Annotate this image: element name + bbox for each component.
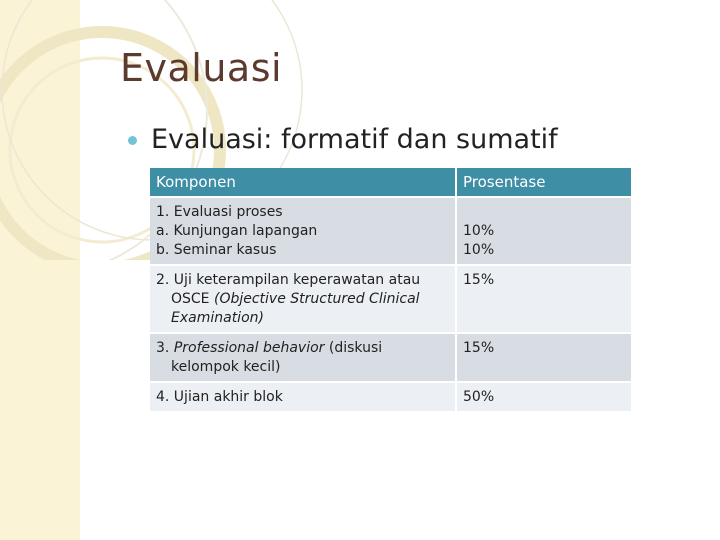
row3-line2: kelompok kecil) bbox=[171, 359, 281, 375]
row3-line1-rest: (diskusi bbox=[324, 340, 383, 356]
cell-prosentase: 15% bbox=[456, 333, 631, 382]
row2-line3: Examination) bbox=[171, 310, 264, 326]
row2-line2-plain: OSCE bbox=[171, 291, 214, 307]
header-komponen: Komponen bbox=[150, 168, 456, 197]
row2-line1: 2. Uji keterampilan keperawatan atau bbox=[156, 272, 421, 288]
cell-komponen: 4. Ujian akhir blok bbox=[150, 382, 456, 411]
bullet-item bbox=[128, 124, 558, 155]
cell-komponen bbox=[150, 333, 456, 382]
bullet-dot-icon bbox=[128, 136, 137, 145]
table-row bbox=[150, 382, 631, 411]
cell-prosentase: 15% bbox=[456, 265, 631, 333]
row1-pct-blank bbox=[463, 203, 625, 222]
table-row bbox=[150, 197, 631, 265]
table-row bbox=[150, 333, 631, 382]
cell-prosentase bbox=[456, 197, 631, 265]
row1-line2: a. Kunjungan lapangan bbox=[156, 223, 318, 239]
row1-pct-b: 10% bbox=[463, 242, 495, 258]
row3-line1-plain: 3. bbox=[156, 340, 174, 356]
row3-line1-italic: Professional behavior bbox=[173, 340, 325, 356]
table-row bbox=[150, 265, 631, 333]
row1-line1: 1. Evaluasi proses bbox=[156, 204, 283, 220]
evaluation-table bbox=[150, 168, 631, 411]
row1-line3: b. Seminar kasus bbox=[156, 242, 277, 258]
bullet-text: Evaluasi: formatif dan sumatif bbox=[151, 124, 558, 155]
row2-line2 bbox=[156, 290, 449, 309]
row3-line1 bbox=[156, 339, 449, 358]
cell-komponen bbox=[150, 265, 456, 333]
cell-prosentase: 50% bbox=[456, 382, 631, 411]
header-prosentase: Prosentase bbox=[456, 168, 631, 197]
slide-title: Evaluasi bbox=[120, 46, 283, 90]
side-background-band bbox=[0, 0, 80, 540]
cell-komponen bbox=[150, 197, 456, 265]
row1-pct-a: 10% bbox=[463, 223, 495, 239]
row2-line2-italic: (Objective Structured Clinical bbox=[213, 291, 420, 307]
table-header-row bbox=[150, 168, 631, 197]
